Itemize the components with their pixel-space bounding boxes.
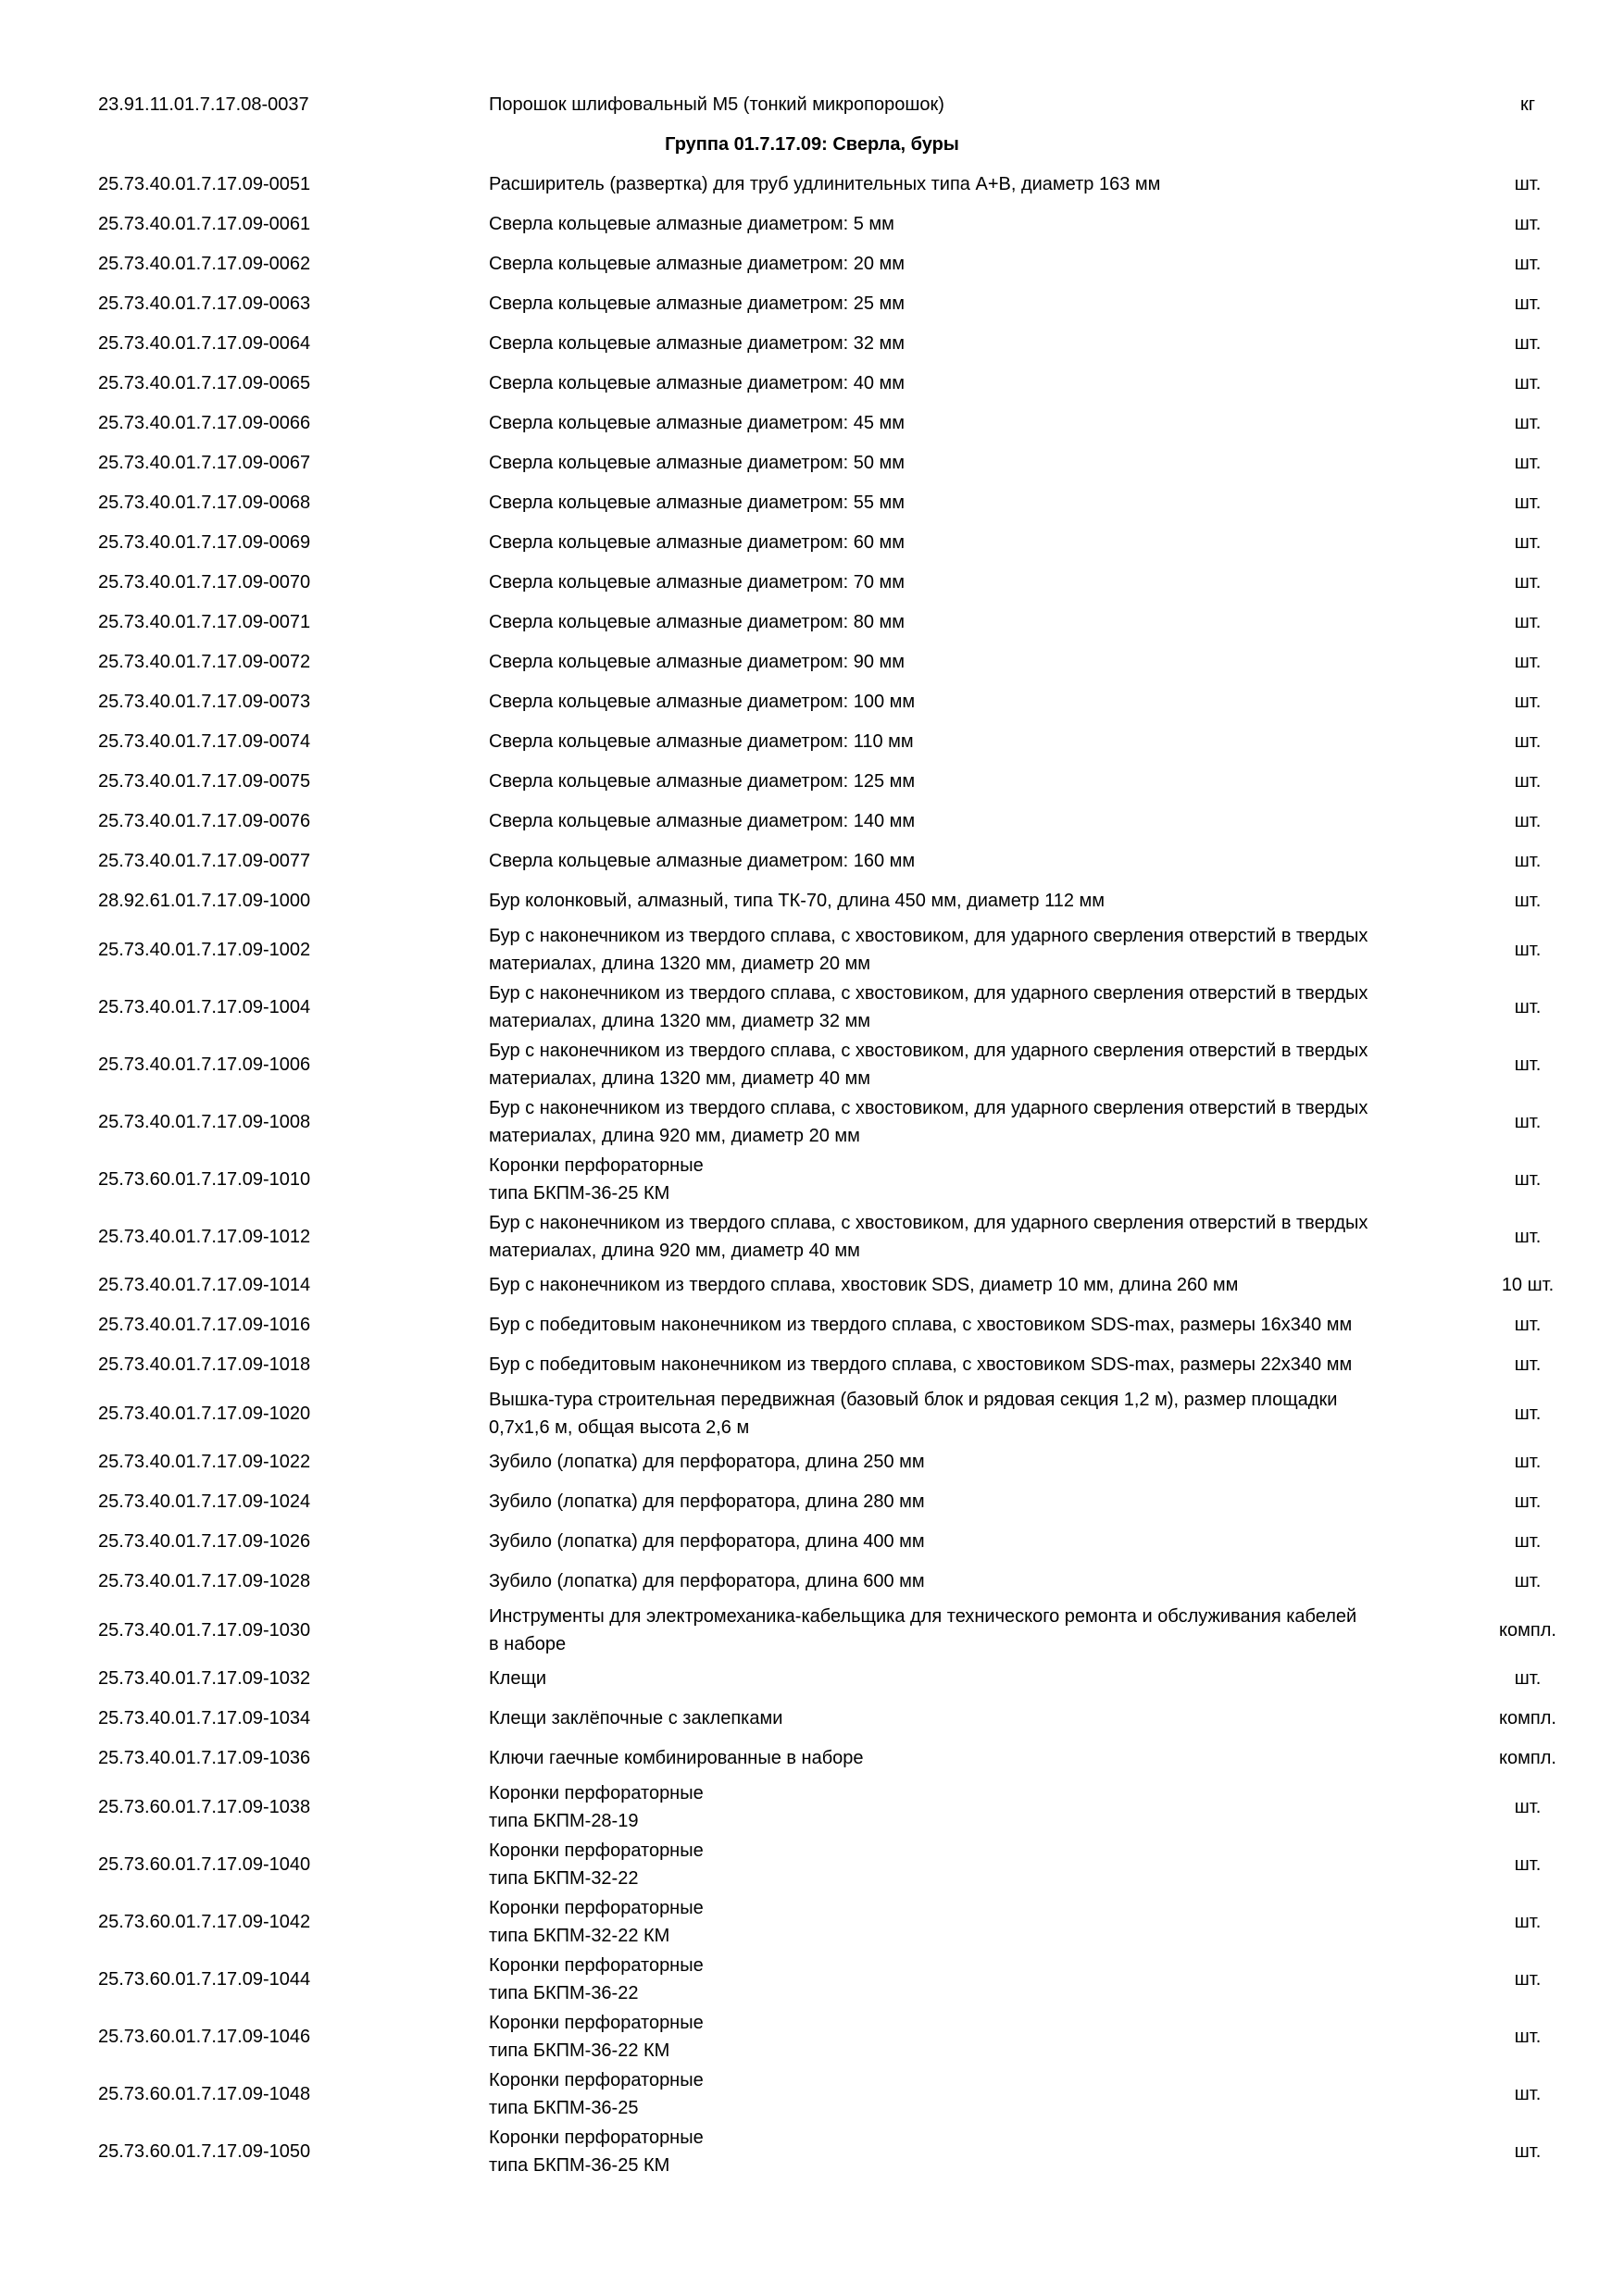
table-row [0,568,1624,596]
item-unit: шт. [1514,413,1542,433]
item-unit: компл. [1499,1619,1556,1641]
item-unit: шт. [1514,373,1542,393]
item-code: 25.73.40.01.7.17.09-0065 [98,373,311,393]
item-name-line: типа БКПМ-32-22 КМ [489,1925,670,1946]
item-code: 25.73.40.01.7.17.09-1030 [98,1619,311,1641]
item-code: 25.73.40.01.7.17.09-0074 [98,731,311,752]
table-row [0,210,1624,238]
item-unit: шт. [1514,1226,1542,1247]
item-unit: шт. [1514,254,1542,274]
item-name [489,1779,1452,1835]
item-code: 25.73.60.01.7.17.09-1042 [98,1911,311,1932]
item-unit: шт. [1514,1853,1542,1875]
item-name [489,648,1452,676]
item-code: 25.73.40.01.7.17.09-0061 [98,214,311,234]
table-row [0,1744,1624,1772]
item-code: 25.73.40.01.7.17.09-1028 [98,1571,311,1591]
item-code: 25.73.60.01.7.17.09-1010 [98,1168,311,1190]
item-name-line: Сверла кольцевые алмазные диаметром: 90 мм [489,652,905,672]
item-name-line: Сверла кольцевые алмазные диаметром: 110 мм [489,731,914,752]
table-row [0,608,1624,636]
item-name [489,170,1452,198]
item-name [489,807,1452,835]
item-unit: шт. [1514,891,1542,911]
item-code: 28.92.61.01.7.17.09-1000 [98,891,311,911]
item-unit: шт. [1514,1968,1542,1990]
item-code: 25.73.40.01.7.17.09-1016 [98,1315,311,1335]
item-name [489,887,1452,915]
table-row [0,489,1624,517]
item-unit: шт. [1514,731,1542,752]
item-code: 25.73.40.01.7.17.09-1024 [98,1491,311,1512]
item-code: 25.73.40.01.7.17.09-1026 [98,1531,311,1552]
item-unit: шт. [1514,1403,1542,1424]
table-row [0,1311,1624,1339]
item-name-line: типа БКПМ-36-22 [489,1982,639,2003]
item-unit: шт. [1514,939,1542,960]
item-name [489,369,1452,397]
item-name [489,1448,1452,1476]
item-unit: компл. [1499,1748,1556,1768]
item-unit: шт. [1514,1491,1542,1512]
item-name-line: Сверла кольцевые алмазные диаметром: 100 мм [489,692,916,712]
item-name-line: Сверла кольцевые алмазные диаметром: 5 мм [489,214,894,234]
item-name-line: Сверла кольцевые алмазные диаметром: 125 мм [489,771,916,792]
table-row [0,648,1624,676]
item-code: 25.73.40.01.7.17.09-1018 [98,1354,311,1375]
item-name [489,1567,1452,1595]
item-name [489,330,1452,357]
table-row [0,1094,1624,1150]
table-row [0,1209,1624,1265]
item-name-line: Бур с наконечником из твердого сплава, с хвостовиком, для ударного сверления отверстий в твердых [489,1040,1368,1061]
item-name [489,210,1452,238]
table-row [0,728,1624,755]
item-unit: шт. [1514,1354,1542,1375]
item-name [489,568,1452,596]
item-name-line: Зубило (лопатка) для перфоратора, длина 600 мм [489,1571,925,1591]
item-name-line: Коронки перфораторные [489,1154,704,1176]
item-code: 25.73.40.01.7.17.09-0062 [98,254,311,274]
item-unit: шт. [1514,453,1542,473]
item-name [489,1094,1452,1150]
item-code: 25.73.40.01.7.17.09-1014 [98,1275,311,1295]
item-name-line: Коронки перфораторные [489,1782,704,1803]
item-name [489,409,1452,437]
item-name-line: Вышка-тура строительная передвижная (базовый блок и рядовая секция 1,2 м), размер площадки [489,1389,1338,1410]
item-name-line: Сверла кольцевые алмазные диаметром: 40 мм [489,373,905,393]
item-unit: шт. [1514,1668,1542,1689]
item-name-line: Сверла кольцевые алмазные диаметром: 160 мм [489,851,916,871]
item-unit: 10 шт. [1501,1275,1555,1295]
item-code: 25.73.40.01.7.17.09-0076 [98,811,311,831]
item-name-line: Коронки перфораторные [489,1840,704,1861]
item-code: 25.73.40.01.7.17.09-1020 [98,1403,311,1424]
item-code: 25.73.40.01.7.17.09-0071 [98,612,311,632]
item-name [489,1311,1452,1339]
item-name [489,1744,1452,1772]
item-name [489,1037,1452,1092]
item-unit: шт. [1514,811,1542,831]
item-name-line: Сверла кольцевые алмазные диаметром: 32 мм [489,333,905,354]
table-row [0,250,1624,278]
item-name-line: материалах, длина 1320 мм, диаметр 20 мм [489,953,871,974]
item-unit: шт. [1514,1452,1542,1472]
item-name-line: Коронки перфораторные [489,2012,704,2033]
item-unit: шт. [1514,692,1542,712]
item-name-line: Коронки перфораторные [489,2069,704,2090]
item-name-line: Бур с наконечником из твердого сплава, хвостовик SDS, диаметр 10 мм, длина 260 мм [489,1275,1239,1295]
item-name-line: Бур с наконечником из твердого сплава, с хвостовиком, для ударного сверления отверстий в твердых [489,982,1368,1004]
table-row [0,887,1624,915]
item-name-line: Зубило (лопатка) для перфоратора, длина 400 мм [489,1531,925,1552]
item-code: 25.73.60.01.7.17.09-1048 [98,2083,311,2104]
table-row [0,1567,1624,1595]
item-name [489,922,1452,978]
table-row [0,1779,1624,1835]
table-row [0,529,1624,556]
item-unit: шт. [1514,2026,1542,2047]
item-name [489,1351,1452,1379]
item-unit: шт. [1514,2140,1542,2162]
item-unit: шт. [1514,493,1542,513]
table-row [0,1152,1624,1207]
table-row [0,1603,1624,1658]
item-unit: шт. [1514,1111,1542,1132]
item-name [489,1209,1452,1265]
item-unit: шт. [1514,214,1542,234]
item-code: 25.73.40.01.7.17.09-1022 [98,1452,311,1472]
table-row [0,1837,1624,1892]
item-code: 25.73.40.01.7.17.09-0068 [98,493,311,513]
item-unit: компл. [1499,1708,1556,1728]
item-name-line: Сверла кольцевые алмазные диаметром: 45 мм [489,413,905,433]
item-unit: шт. [1514,1796,1542,1817]
item-name-line: материалах, длина 1320 мм, диаметр 40 мм [489,1067,871,1089]
table-row [0,1704,1624,1732]
item-name [489,250,1452,278]
item-name [489,1528,1452,1555]
item-code: 25.73.40.01.7.17.09-0051 [98,174,311,194]
table-row [0,369,1624,397]
table-row [0,807,1624,835]
item-name-line: типа БКПМ-32-22 [489,1867,639,1889]
item-name [489,608,1452,636]
item-name-line: Сверла кольцевые алмазные диаметром: 20 мм [489,254,905,274]
item-name [489,290,1452,318]
table-row [0,170,1624,198]
item-name [489,1837,1452,1892]
table-row [0,1952,1624,2007]
table-row [0,1665,1624,1692]
table-row [0,2124,1624,2179]
item-code: 25.73.40.01.7.17.09-0075 [98,771,311,792]
item-code: 25.73.40.01.7.17.09-0063 [98,293,311,314]
item-code: 25.73.60.01.7.17.09-1046 [98,2026,311,2047]
item-name-line: Сверла кольцевые алмазные диаметром: 140 мм [489,811,916,831]
table-row [0,767,1624,795]
table-row [0,1386,1624,1441]
item-name-line: материалах, длина 920 мм, диаметр 40 мм [489,1240,860,1261]
item-name [489,688,1452,716]
item-unit: шт. [1514,612,1542,632]
item-name [489,1952,1452,2007]
table-row [0,688,1624,716]
item-unit: шт. [1514,1054,1542,1075]
item-name [489,1665,1452,1692]
item-name [489,2066,1452,2122]
item-code: 25.73.60.01.7.17.09-1040 [98,1853,311,1875]
item-name-line: Бур колонковый, алмазный, типа ТК-70, длина 450 мм, диаметр 112 мм [489,891,1106,911]
item-name-line: Клещи [489,1668,547,1689]
table-row [0,449,1624,477]
item-unit: шт. [1514,174,1542,194]
item-name [489,2124,1452,2179]
item-name [489,489,1452,517]
item-code: 25.73.40.01.7.17.09-0064 [98,333,311,354]
item-name-line: Бур с наконечником из твердого сплава, с хвостовиком, для ударного сверления отверстий в твердых [489,1212,1368,1233]
item-name [489,847,1452,875]
table-row [0,1528,1624,1555]
table-row [0,847,1624,875]
item-code: 25.73.40.01.7.17.09-0066 [98,413,311,433]
item-name [489,91,1452,119]
item-code: 25.73.40.01.7.17.09-0069 [98,532,311,553]
table-row [0,330,1624,357]
item-name-line: Инструменты для электромеханика-кабельщика для технического ремонта и обслуживания кабелей [489,1605,1357,1627]
item-code: 25.73.40.01.7.17.09-1032 [98,1668,311,1689]
table-row [0,1037,1624,1092]
item-name-line: типа БКПМ-28-19 [489,1810,639,1831]
item-unit: шт. [1514,1168,1542,1190]
item-name-line: Коронки перфораторные [489,1897,704,1918]
item-name-line: Сверла кольцевые алмазные диаметром: 50 мм [489,453,905,473]
item-name-line: Клещи заклёпочные с заклепками [489,1708,783,1728]
item-code: 25.73.60.01.7.17.09-1038 [98,1796,311,1817]
item-name-line: Коронки перфораторные [489,1954,704,1976]
item-unit: шт. [1514,771,1542,792]
item-name [489,1894,1452,1950]
item-name [489,1152,1452,1207]
item-code: 23.91.11.01.7.17.08-0037 [98,94,309,115]
item-name [489,767,1452,795]
item-name-line: Сверла кольцевые алмазные диаметром: 60 мм [489,532,905,553]
item-name-line: типа БКПМ-36-25 КМ [489,1182,670,1204]
item-code: 25.73.40.01.7.17.09-1012 [98,1226,311,1247]
table-row [0,1351,1624,1379]
item-name-line: Сверла кольцевые алмазные диаметром: 25 мм [489,293,905,314]
item-name [489,1386,1452,1441]
item-unit: шт. [1514,532,1542,553]
table-row [0,1448,1624,1476]
item-unit: шт. [1514,996,1542,1017]
item-code: 25.73.40.01.7.17.09-1002 [98,939,311,960]
item-name [489,1488,1452,1516]
item-name [489,2009,1452,2065]
item-code: 25.73.40.01.7.17.09-0067 [98,453,311,473]
item-name-line: Сверла кольцевые алмазные диаметром: 55 мм [489,493,905,513]
item-name-line: материалах, длина 1320 мм, диаметр 32 мм [489,1010,871,1031]
table-row [0,1271,1624,1299]
item-name [489,449,1452,477]
item-code: 25.73.40.01.7.17.09-0070 [98,572,311,593]
item-name-line: Бур с наконечником из твердого сплава, с хвостовиком, для ударного сверления отверстий в твердых [489,925,1368,946]
item-name-line: в наборе [489,1633,567,1654]
item-name [489,529,1452,556]
item-code: 25.73.40.01.7.17.09-0077 [98,851,311,871]
table-row [0,2066,1624,2122]
item-name-line: типа БКПМ-36-25 [489,2097,639,2118]
item-code: 25.73.40.01.7.17.09-0073 [98,692,311,712]
item-name [489,728,1452,755]
item-name-line: Бур с победитовым наконечником из твердого сплава, с хвостовиком SDS-max, размеры 22x340 мм [489,1354,1353,1375]
item-unit: шт. [1514,333,1542,354]
item-name-line: типа БКПМ-36-22 КМ [489,2040,670,2061]
item-name-line: Ключи гаечные комбинированные в наборе [489,1748,864,1768]
item-code: 25.73.40.01.7.17.09-1034 [98,1708,311,1728]
item-unit: шт. [1514,572,1542,593]
item-name-line: Зубило (лопатка) для перфоратора, длина 250 мм [489,1452,925,1472]
item-name-line: материалах, длина 920 мм, диаметр 20 мм [489,1125,860,1146]
item-code: 25.73.40.01.7.17.09-1006 [98,1054,311,1075]
table-row [0,409,1624,437]
item-name-line: Бур с победитовым наконечником из твердого сплава, с хвостовиком SDS-max, размеры 16x340 мм [489,1315,1353,1335]
item-name-line: Зубило (лопатка) для перфоратора, длина 280 мм [489,1491,925,1512]
item-unit: шт. [1514,1531,1542,1552]
group-heading: Группа 01.7.17.09: Сверла, буры [665,134,959,155]
item-unit: шт. [1514,2083,1542,2104]
item-unit: шт. [1514,652,1542,672]
item-unit: шт. [1514,1571,1542,1591]
table-row [0,980,1624,1035]
item-name-line: Сверла кольцевые алмазные диаметром: 80 мм [489,612,905,632]
item-unit: шт. [1514,1315,1542,1335]
item-name [489,1704,1452,1732]
item-code: 25.73.40.01.7.17.09-0072 [98,652,311,672]
item-name [489,1271,1452,1299]
item-code: 25.73.60.01.7.17.09-1050 [98,2140,311,2162]
item-name-line: Бур с наконечником из твердого сплава, с хвостовиком, для ударного сверления отверстий в твердых [489,1097,1368,1118]
table-row [0,290,1624,318]
item-name-line: типа БКПМ-36-25 КМ [489,2154,670,2176]
item-code: 25.73.60.01.7.17.09-1044 [98,1968,311,1990]
item-unit: кг [1519,94,1536,115]
table-row [0,922,1624,978]
item-code: 25.73.40.01.7.17.09-1004 [98,996,311,1017]
item-unit: шт. [1514,293,1542,314]
item-name [489,980,1452,1035]
item-name-line: Сверла кольцевые алмазные диаметром: 70 мм [489,572,905,593]
table-row [0,2009,1624,2065]
item-name-line: Порошок шлифовальный М5 (тонкий микропорошок) [489,94,944,115]
item-unit: шт. [1514,851,1542,871]
table-row [0,91,1624,119]
item-code: 25.73.40.01.7.17.09-1036 [98,1748,311,1768]
item-name-line: 0,7x1,6 м, общая высота 2,6 м [489,1416,750,1438]
item-name [489,1603,1452,1658]
table-row [0,1894,1624,1950]
item-name-line: Расширитель (развертка) для труб удлинительных типа А+В, диаметр 163 мм [489,174,1161,194]
table-row [0,1488,1624,1516]
item-code: 25.73.40.01.7.17.09-1008 [98,1111,311,1132]
item-unit: шт. [1514,1911,1542,1932]
item-name-line: Коронки перфораторные [489,2127,704,2148]
